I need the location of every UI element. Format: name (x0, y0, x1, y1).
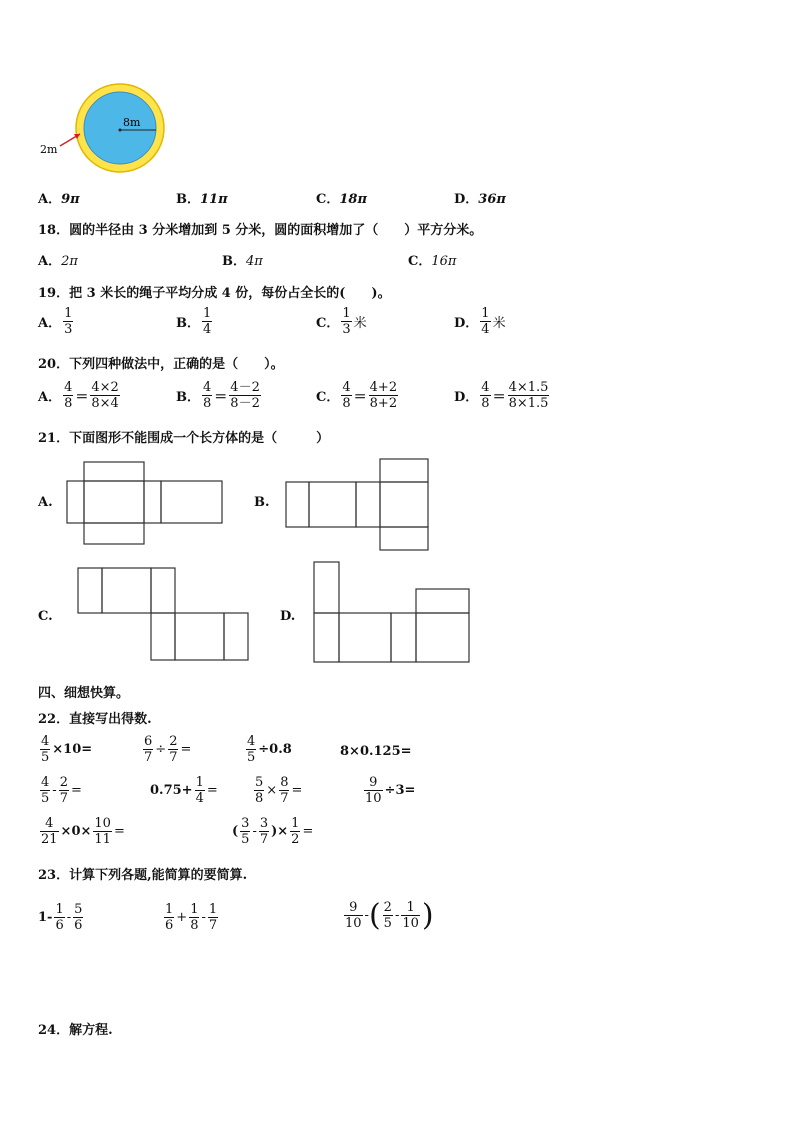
q19-stem: 19．把 3 米长的绳子平均分成 4 份，每份占全长的( )。 (38, 286, 391, 301)
center-dot (119, 129, 122, 132)
q22-r1-e4: 8×0.125= (340, 744, 412, 759)
q20-option-d[interactable]: D． $\frac{4}{8}$ ＝ $\frac{4\times 1.5}{8\times 1.5}$ (454, 380, 549, 411)
q23-e2: $\frac{1}{6}$ + $\frac{1}{8}$ - $\frac{1}{7}$ (165, 902, 218, 933)
q18-option-b[interactable]: B．4π (222, 254, 263, 269)
q22-r3-e2: ( $\frac{3}{5}$ - $\frac{3}{7}$ )× $\frac{1}{2}$ = (232, 816, 314, 847)
q20-option-b[interactable]: B． $\frac{4}{8}$ ＝ $\frac{4-2}{8-2}$ (176, 380, 260, 411)
q19-option-c[interactable]: C． $\frac{1}{3}$ 米 (316, 306, 367, 337)
q21-label-a[interactable]: A. (38, 495, 53, 510)
net-c[interactable] (72, 562, 257, 667)
ring-width-label: 2m (40, 143, 58, 156)
q18-option-a[interactable]: A．2π (38, 254, 78, 269)
q19-option-d[interactable]: D． $\frac{1}{4}$ 米 (454, 306, 506, 337)
q21-stem: 21．下面图形不能围成一个长方体的是（ ） (38, 431, 330, 446)
inner-radius-label: 8m (123, 116, 141, 129)
q17-option-c[interactable]: C．18π (316, 192, 367, 207)
q22-r1-e3: $\frac{4}{5}$ ÷0.8 (247, 734, 292, 765)
q22-stem: 22．直接写出得数. (38, 712, 152, 727)
q17-option-a[interactable]: A．9π (38, 192, 80, 207)
q22-r1-e1: $\frac{4}{5}$ ×10= (41, 734, 93, 765)
q17-option-b[interactable]: B．11π (176, 192, 228, 207)
q22-r3-e1: $\frac{4}{21}$ ×0× $\frac{10}{11}$ = (41, 816, 125, 847)
inner-pool (84, 92, 156, 164)
ring-pool-figure (30, 80, 180, 180)
q18-option-c[interactable]: C．16π (408, 254, 457, 269)
q23-stem: 23．计算下列各题,能简算的要简算. (38, 868, 248, 883)
q21-label-d[interactable]: D. (280, 609, 296, 624)
q23-e3: $\frac{9}{10}$ - ( $\frac{2}{5}$ - $\frac{1}{10}$ ) (345, 897, 434, 933)
section-4-title: 四、细想快算。 (38, 686, 130, 701)
q24-stem: 24．解方程. (38, 1023, 113, 1038)
q20-stem: 20．下列四种做法中，正确的是（ ）。 (38, 357, 284, 372)
q22-r2-e3: $\frac{5}{8}$ × $\frac{8}{7}$ = (255, 775, 303, 806)
q23-e1: 1- $\frac{1}{6}$ - $\frac{5}{6}$ (38, 902, 83, 933)
q19-option-b[interactable]: B． $\frac{1}{4}$ (176, 306, 212, 337)
q22-r2-e4: $\frac{9}{10}$ ÷3= (365, 775, 416, 806)
net-a[interactable] (60, 455, 235, 555)
q22-r2-e1: $\frac{4}{5}$ - $\frac{2}{7}$ = (41, 775, 82, 806)
q22-r1-e2: $\frac{6}{7}$ ÷ $\frac{2}{7}$ = (144, 734, 192, 765)
q21-label-b[interactable]: B. (254, 495, 270, 510)
q20-option-c[interactable]: C． $\frac{4}{8}$ ＝ $\frac{4+2}{8+2}$ (316, 380, 398, 411)
q20-option-a[interactable]: A． $\frac{4}{8}$ ＝ $\frac{4\times 2}{8\times 4}$ (38, 380, 119, 411)
q17-option-d[interactable]: D．36π (454, 192, 506, 207)
q22-r2-e2: 0.75+ $\frac{1}{4}$ = (150, 775, 218, 806)
net-d[interactable] (306, 555, 476, 670)
q21-label-c[interactable]: C. (38, 609, 53, 624)
net-b[interactable] (280, 452, 440, 557)
q18-stem: 18．圆的半径由 3 分米增加到 5 分米，圆的面积增加了（ ）平方分米。 (38, 223, 483, 238)
q19-option-a[interactable]: A． $\frac{1}{3}$ (38, 306, 73, 337)
